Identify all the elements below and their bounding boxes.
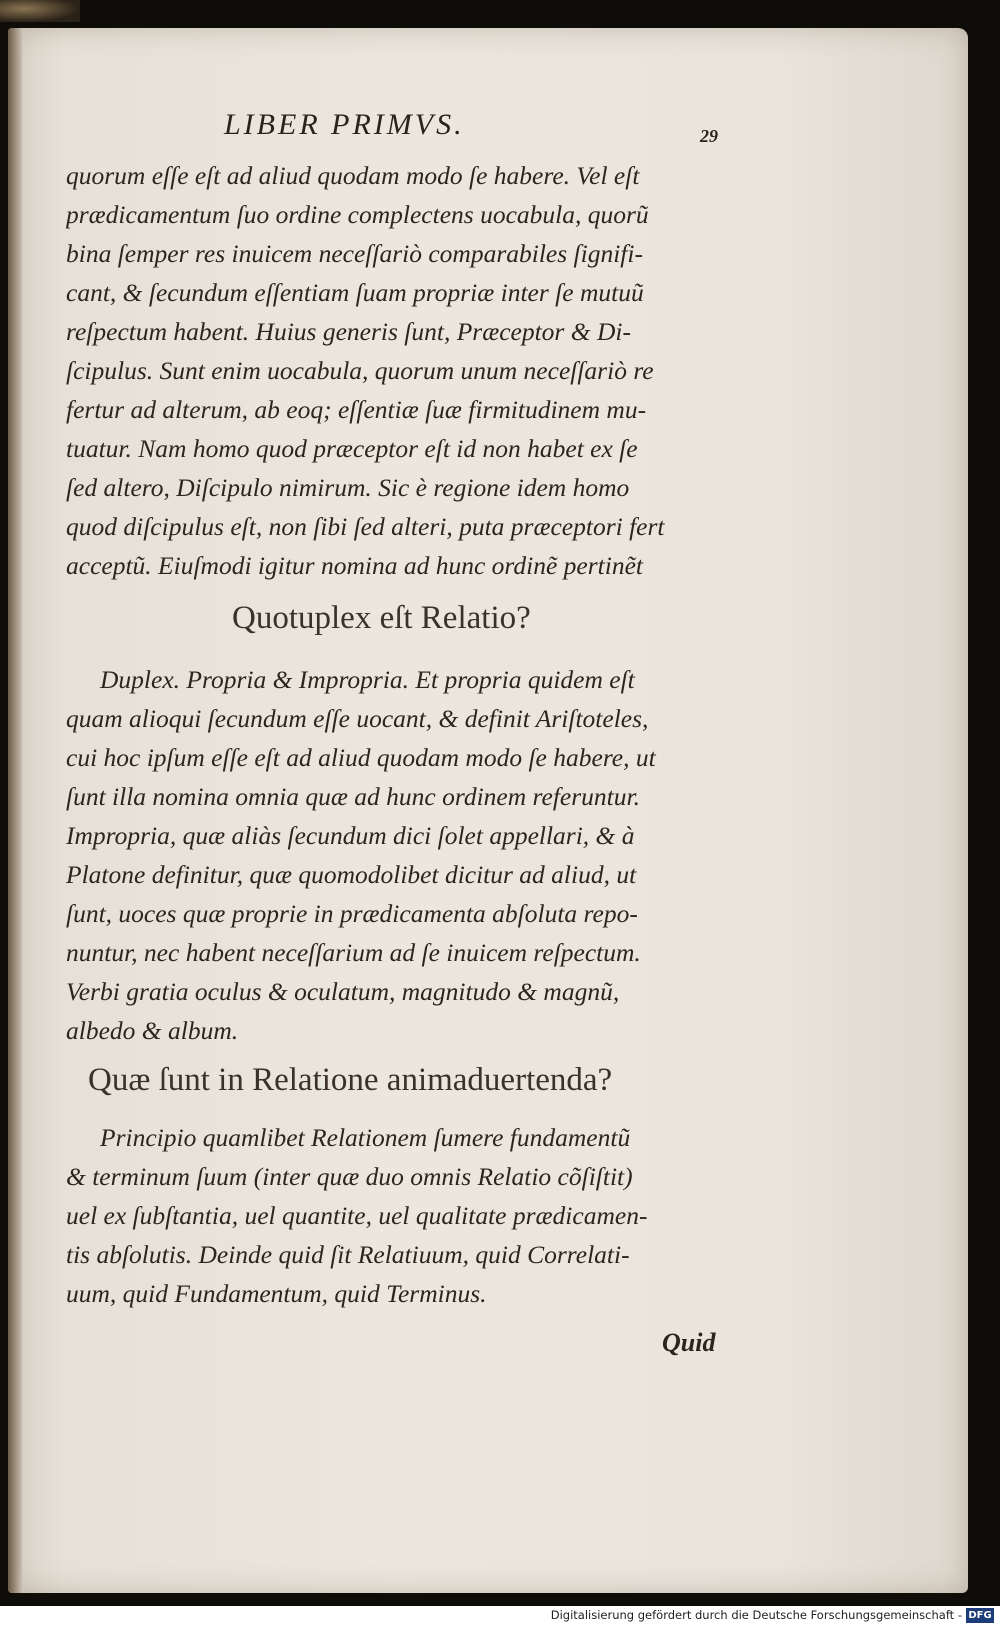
text-line: quorum eſſe eſt ad aliud quodam modo ſe habere. Vel eſt (66, 161, 640, 190)
text-line: ſcipulus. Sunt enim uocabula, quorum unum neceſſariò re (66, 356, 654, 385)
clasp-fragment (0, 0, 80, 22)
text-line: ſunt illa nomina omnia quæ ad hunc ordinem referuntur. (66, 782, 640, 811)
dfg-logo[interactable]: DFG (966, 1608, 994, 1623)
text-line: nuntur, nec habent neceſſarium ad ſe inuicem reſpectum. (66, 938, 641, 967)
text-line: Principio quamlibet Relationem ſumere fundamentũ (100, 1123, 631, 1152)
text-line: Impropria, quæ aliàs ſecundum dici ſolet appellari, & à (66, 821, 635, 850)
text-line: quod diſcipulus eſt, non ſibi ſed alteri, puta præceptori fert (66, 512, 665, 541)
text-line: quam alioqui ſecundum eſſe uocant, & definit Ariſtoteles, (66, 704, 649, 733)
text-line: albedo & album. (66, 1016, 239, 1045)
text-line: uel ex ſubſtantia, uel quantite, uel qualitate prædicamen- (66, 1201, 648, 1230)
text-line: ſed altero, Diſcipulo nimirum. Sic è regione idem homo (66, 473, 630, 502)
running-head: LIBER PRIMVS. (224, 108, 465, 141)
text-line: acceptũ. Eiuſmodi igitur nomina ad hunc ordinẽ pertinẽt (66, 551, 643, 580)
paragraph-2 (66, 660, 730, 1050)
text-line: bina ſemper res inuicem neceſſariò comparabiles ſignifi- (66, 239, 643, 268)
section-heading-quotuplex: Quotuplex eſt Relatio? (232, 600, 531, 636)
paragraph-1 (66, 156, 730, 585)
text-line: tis abſolutis. Deinde quid ſit Relatiuum, quid Correlati- (66, 1240, 630, 1269)
text-line: prædicamentum ſuo ordine complectens uocabula, quorũ (66, 200, 649, 229)
text-line: reſpectum habent. Huius generis ſunt, Præceptor & Di- (66, 317, 631, 346)
text-line: ſunt, uoces quæ proprie in prædicamenta abſoluta repo- (66, 899, 638, 928)
paragraph-3 (66, 1118, 730, 1313)
text-line: cui hoc ipſum eſſe eſt ad aliud quodam modo ſe habere, ut (66, 743, 656, 772)
text-line: Platone definitur, quæ quomodolibet dicitur ad aliud, ut (66, 860, 637, 889)
digitization-footer (0, 1606, 1000, 1626)
text-line: tuatur. Nam homo quod præceptor eſt id non habet ex ſe (66, 434, 638, 463)
catchword: Quid (662, 1328, 716, 1357)
funding-credit: Digitalisierung gefördert durch die Deutsche Forschungsgemeinschaft - (550, 1608, 962, 1622)
text-line: Verbi gratia oculus & oculatum, magnitudo & magnũ, (66, 977, 620, 1006)
text-line: cant, & ſecundum eſſentiam ſuam propriæ inter ſe mutuũ (66, 278, 644, 307)
text-line: & terminum ſuum (inter quæ duo omnis Relatio cõſiſtit) (66, 1162, 633, 1191)
section-heading-animaduertenda: Quæ ſunt in Relatione animaduertenda? (88, 1062, 613, 1098)
text-line: fertur ad alterum, ab eoq; eſſentiæ ſuæ firmitudinem mu- (66, 395, 647, 424)
text-line: uum, quid Fundamentum, quid Terminus. (66, 1279, 487, 1308)
folio-number: 29 (700, 126, 718, 146)
page-gutter-shadow (8, 28, 22, 1593)
text-line: Duplex. Propria & Impropria. Et propria quidem eſt (100, 665, 635, 694)
